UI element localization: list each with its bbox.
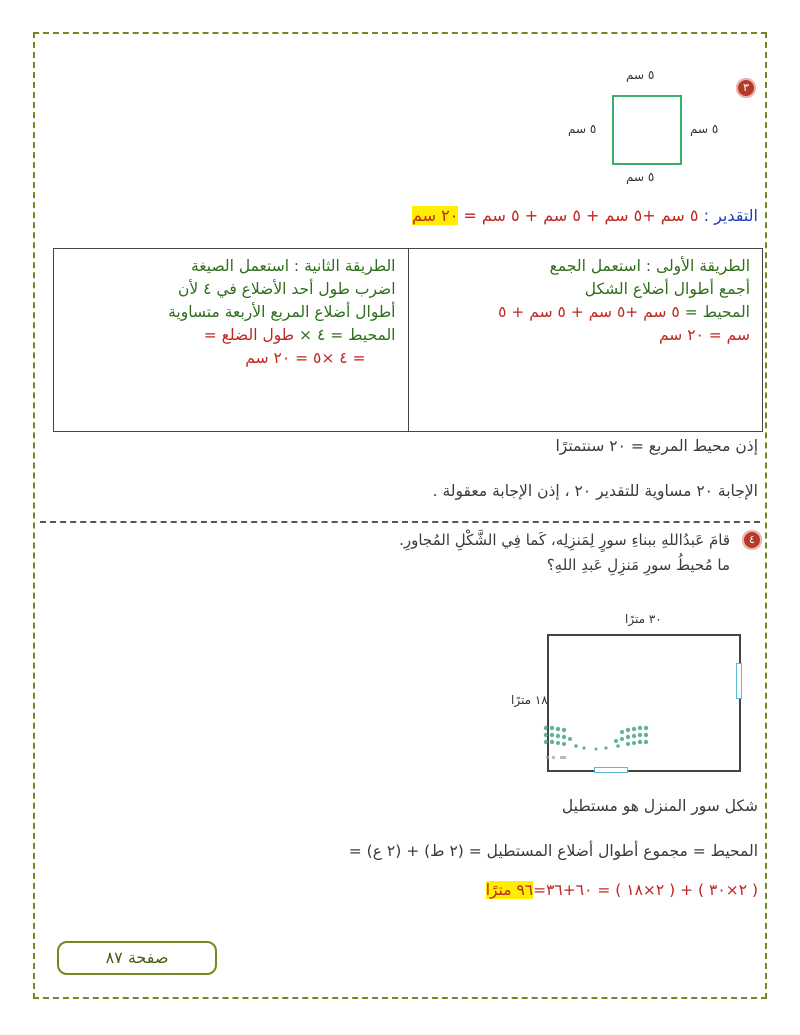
calculation-answer: ٩٦ مترًا [485,881,534,899]
rect-top-label: ٣٠ مترًا [625,612,662,626]
problem-4-badge: ٤ [742,530,762,550]
square-top-label: ٥ سم [626,68,655,82]
method2-result: = ٤ ×٥ = ٢٠ سم [245,349,366,367]
square-left-label: ٥ سم [568,122,597,136]
estimate-expression: ٥ سم +٥ سم + ٥ سم + ٥ سم = [463,206,699,225]
method1-cell [408,249,763,432]
square-right-label: ٥ سم [690,122,719,136]
methods-table [53,248,763,432]
method2-perimeter-label: المحيط = ٤ × [299,326,396,344]
method2-formula: طول الضلع = [203,326,295,344]
conclusion-line-1: إذن محيط المربع = ٢٠ سنتمترًا [555,437,758,455]
estimate-line [38,206,758,225]
problem-3-badge: ٣ [736,78,756,98]
method2-title: الطريقة الثانية : استعمل الصيغة [190,257,396,275]
method1-perimeter-label: المحيط = [684,303,750,321]
method1-expression: ٥ سم +٥ سم + ٥ سم + ٥ [498,303,680,321]
page-number-box [57,941,217,975]
page-number: صفحة ٨٧ [105,948,169,967]
perimeter-formula: المحيط = مجموع أطوال أضلاع المستطيل = (٢ ط) + (٢ ع) = [348,842,758,860]
problem-4-question: قامَ عَبدُاللهِ ببناءِ سورٍ لِمَنزِلِه، كَما فِي الشَّكْلِ المُجاورِ. [399,531,730,549]
gate-bottom [594,767,628,773]
shape-statement: شكل سور المنزل هو مستطيل [561,797,758,815]
method2-line2: أطوال أضلاع المربع الأربعة متساوية [168,303,396,321]
method2-line1: اضرب طول أحد الأضلاع في ٤ لأن [178,280,396,298]
method2-cell [54,249,409,432]
rect-side-label: ١٨ مترًا [511,693,548,707]
estimate-answer: ٢٠ سم [411,206,459,225]
gate-right [736,663,742,699]
method1-line1: أجمع أطوال أضلاع الشكل [584,280,750,298]
ministry-logo-icon [540,718,652,762]
square-figure [612,95,682,165]
method1-title: الطريقة الأولى : استعمل الجمع [549,257,750,275]
calculation-expression: ( ٢×٣٠ ) + ( ٢×١٨ ) = ٦٠+٣٦= [533,881,758,899]
estimate-prefix: التقدير : [703,206,758,225]
section-separator [40,521,760,523]
conclusion-line-2: الإجابة ٢٠ مساوية للتقدير ٢٠ ، إذن الإجابة معقولة . [432,482,758,500]
method1-result: سم = ٢٠ سم [658,326,750,344]
square-bottom-label: ٥ سم [626,170,655,184]
problem-4-question-2: ما مُحيطُ سورِ مَنزِلِ عَبدِ اللهِ؟ [546,556,730,574]
perimeter-calculation [486,881,758,899]
